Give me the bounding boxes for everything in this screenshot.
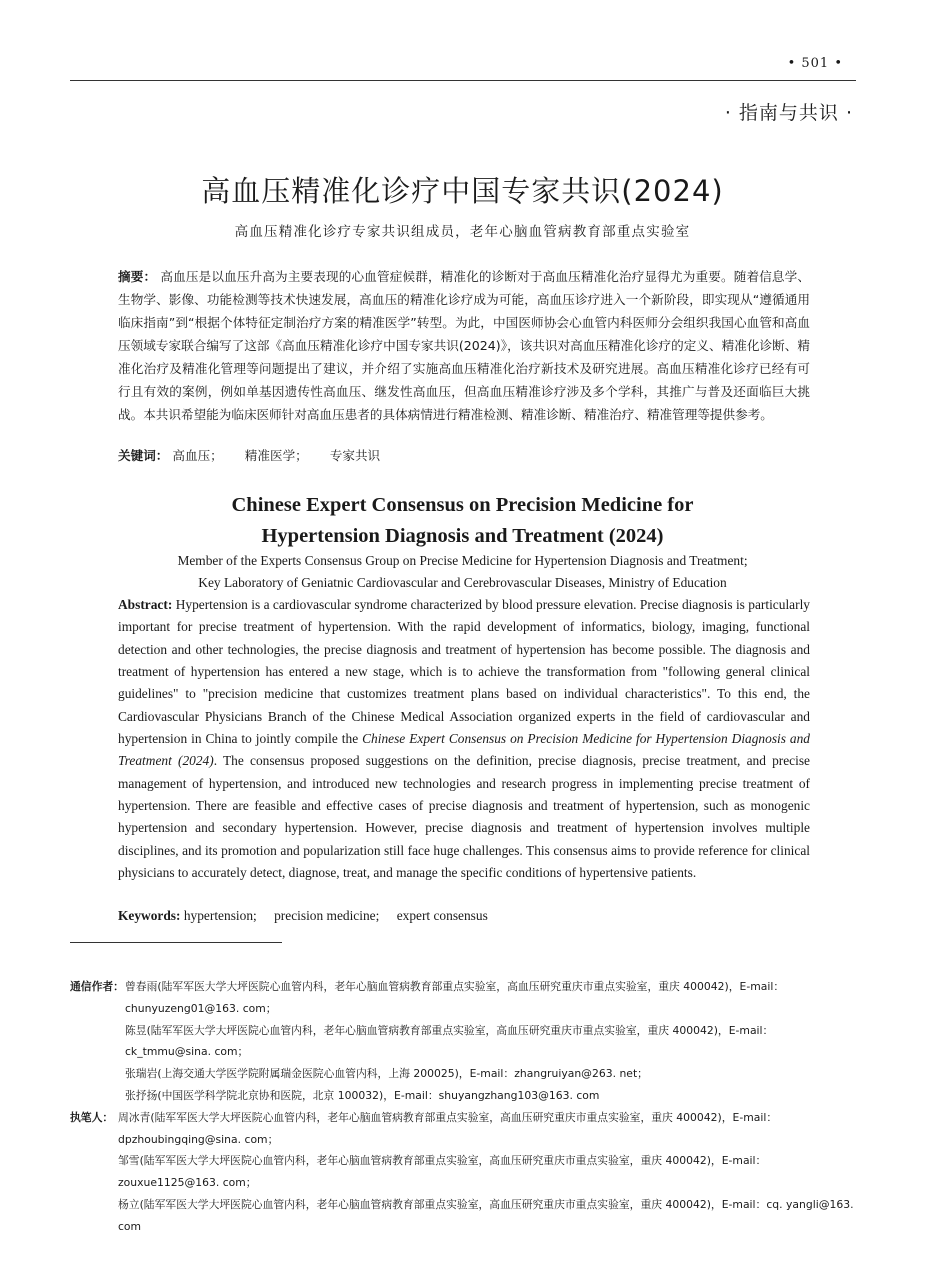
footnote-entry: 邹雪(陆军军医大学大坪医院心血管内科，老年心脑血管病教育部重点实验室，高血压研究重庆市重点实验室，重庆 400042)，E-mail：zouxue1125@163. com； <box>118 1154 767 1190</box>
chinese-keyword: 专家共识 <box>329 448 381 463</box>
chinese-title: 高血压精准化诊疗中国专家共识(2024) <box>201 174 724 209</box>
english-keyword: precision medicine; <box>274 908 380 923</box>
english-abstract-text-cont: . The consensus proposed suggestions on the definition, precise diagnosis, precise treatment, and precise management of hypertension, and introduced new technologies and research progress in implementing precise treatment of hypertension. There are feasible and effective cases of precise diagnosis and treatment of hypertension, such as monogenic hypertension and secondary hypertension. However, precise diagnosis and treatment of hypertension involves multiple disciplines, and its promotion and popularization still face huge challenges. This consensus aims to provide reference for clinical physicians to accurately detect, diagnose, treat, and manage the specific conditions of hypertensive patients. <box>118 753 811 881</box>
chinese-keywords <box>118 446 810 466</box>
corresponding-authors <box>70 976 856 1107</box>
english-title-line: Chinese Expert Consensus on Precision Medicine for <box>231 494 694 516</box>
english-keyword: expert consensus <box>396 908 488 923</box>
chinese-abstract <box>118 265 810 426</box>
english-authors-line: Member of the Experts Consensus Group on Precise Medicine for Hypertension Diagnosis and Treatment; <box>177 553 748 568</box>
footnote-entry: 曾春雨(陆军军医大学大坪医院心血管内科，老年心脑血管病教育部重点实验室，高血压研究重庆市重点实验室，重庆 400042)，E-mail：chunyuzeng01@163. com； <box>125 980 785 1015</box>
english-title <box>0 490 925 552</box>
chinese-abstract-text: 高血压是以血压升高为主要表现的心血管症候群，精准化的诊断对于高血压精准化治疗显得尤为重要。随着信息学、生物学、影像、功能检测等技术快速发展，高血压的精准化诊疗成为可能，高血压诊疗进入一个新阶段，即实现从“遵循通用临床指南”到“根据个体特征定制治疗方案的精准医学”转型。为此，中国医师协会心血管内科医师分会组织我国心血管和高血压领域专家联合编写了这部《高血压精准化诊疗中国专家共识(2024)》，该共识对高血压精准化诊疗的定义、精准化诊断、精准化治疗及精准化管理等问题提出了建议，并介绍了实施高血压精准化治疗新技术及研究进展。高血压精准化诊疗已经有可行且有效的案例，例如单基因遗传性高血压、继发性高血压，但高血压精准诊疗涉及多个学科，其推广与普及还面临巨大挑战。本共识希望能为临床医师针对高血压患者的具体病情进行精准检测、精准诊断、精准治疗、精准管理等提供参考。 <box>118 269 811 422</box>
footnote-rule <box>70 942 282 943</box>
writers-label: 执笔人： <box>70 1110 114 1124</box>
english-authors <box>0 550 925 593</box>
page-number: • 501 • <box>787 56 843 71</box>
english-abstract-title-italic: Chinese Expert Consensus on Precision Medicine for Hypertension Diagnosis and Treatment (2024) <box>118 731 810 769</box>
footnotes <box>70 976 856 1238</box>
section-label: · 指南与共识 · <box>724 102 853 124</box>
english-keywords-label: Keywords: <box>118 908 181 923</box>
footnote-entry: 周冰青(陆军军医大学大坪医院心血管内科，老年心脑血管病教育部重点实验室，高血压研究重庆市重点实验室，重庆 400042)，E-mail：dpzhoubingqing@sina. com； <box>118 1110 778 1146</box>
chinese-authors: 高血压精准化诊疗专家共识组成员，老年心脑血管病教育部重点实验室 <box>234 224 691 240</box>
chinese-keyword: 精准医学； <box>244 448 308 463</box>
chinese-abstract-label: 摘要： <box>118 269 157 284</box>
english-keywords <box>118 906 810 926</box>
english-abstract-label: Abstract: <box>118 597 173 612</box>
corresponding-label: 通信作者： <box>70 980 124 993</box>
footnote-entry: 杨立(陆军军医大学大坪医院心血管内科，老年心脑血管病教育部重点实验室，高血压研究重庆市重点实验室，重庆 400042)，E-mail：cq. yangli@163. com <box>118 1197 854 1233</box>
english-affiliation-line: Key Laboratory of Geniatnic Cardiovascular and Cerebrovascular Diseases, Ministry of Education <box>198 574 727 590</box>
footnote-entry: 张瑞岩(上海交通大学医学院附属瑞金医院心血管内科，上海 200025)，E-mail：zhangruiyan@263. net； <box>125 1067 648 1081</box>
chinese-keyword: 高血压； <box>172 448 223 463</box>
english-title-line: Hypertension Diagnosis and Treatment (2024) <box>261 525 664 547</box>
footnote-entry: 张抒扬(中国医学科学院北京协和医院，北京 100032)，E-mail：shuyangzhang103@163. com <box>125 1088 600 1102</box>
english-keyword: hypertension; <box>183 908 257 923</box>
chinese-keywords-label: 关键词： <box>118 448 169 463</box>
writers <box>70 1107 856 1238</box>
english-abstract-text: Hypertension is a cardiovascular syndrome characterized by blood pressure elevation. Precise diagnosis is particularly important for precise treatment of hypertension. With the rapid development of informatics, biology, imaging, functional detection and other technologies, the precise diagnosis and treatment of hypertension has become possible. The diagnosis and treatment of hypertension has entered a new stage, which is to achieve the transformation from "following general clinical guidelines" to "precision medicine that customizes treatment plans based on individual characteristics". To this end, the Cardiovascular Physicians Branch of the Chinese Medical Association organized experts in the field of cardiovascular and hypertension in China to jointly compile the <box>118 597 810 747</box>
footnote-entry: 陈昱(陆军军医大学大坪医院心血管内科，老年心脑血管病教育部重点实验室，高血压研究重庆市重点实验室，重庆 400042)，E-mail：ck_tmmu@sina. com； <box>125 1023 774 1059</box>
header-rule <box>70 80 856 81</box>
english-abstract <box>118 594 810 884</box>
